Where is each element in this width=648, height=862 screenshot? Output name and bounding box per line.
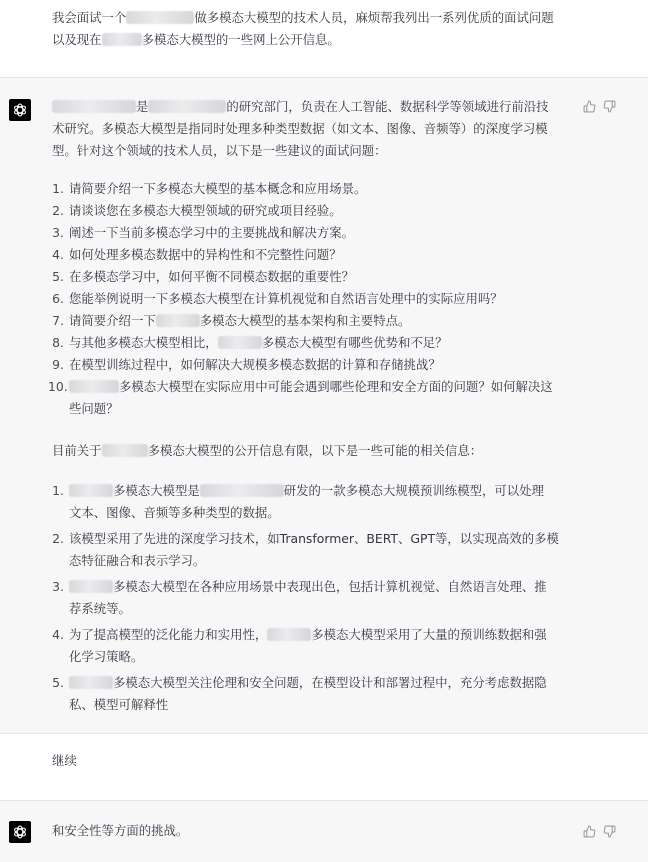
redacted-text	[156, 314, 200, 327]
redacted-text	[102, 444, 148, 457]
list-number: 10.	[48, 379, 68, 394]
redacted-text	[69, 484, 113, 497]
list-number: 5.	[52, 675, 64, 690]
public-info-intro	[52, 440, 587, 462]
list-item	[48, 528, 588, 572]
assistant-avatar	[9, 99, 31, 121]
user-text-segment: 以及现在	[52, 32, 102, 47]
list-number: 2.	[52, 531, 64, 546]
list-item-text: 请谈谈您在多模态大模型领域的研究或项目经验。	[69, 203, 342, 218]
list-item	[48, 576, 588, 620]
user-message-2	[0, 734, 648, 800]
redacted-text	[52, 100, 136, 113]
list-item-text: 该模型采用了先进的深度学习技术，如Transformer、BERT、GPT等，以实现高效的多模	[69, 531, 559, 546]
interview-questions-list	[48, 178, 588, 420]
list-item-text: 些问题？	[69, 401, 119, 416]
list-item-text: 多模态大模型是	[113, 483, 200, 498]
intro-text-segment: 的研究部门，负责在人工智能、数据科学等领域进行前沿技	[226, 99, 549, 114]
list-item-text: 多模态大模型的基本架构和主要特点。	[199, 313, 411, 328]
openai-logo-icon	[12, 102, 28, 118]
user-message-1	[0, 0, 648, 77]
user-text-segment: 我会面试一个	[52, 10, 127, 25]
list-item-text: 在多模态学习中，如何平衡不同模态数据的重要性？	[69, 269, 354, 284]
list-item-text: 请简要介绍一下多模态大模型的基本概念和应用场景。	[69, 181, 367, 196]
redacted-text	[267, 628, 311, 641]
user-text-segment: 做多模态大模型的技术人员，麻烦帮我列出一系列优质的面试问题	[194, 10, 554, 25]
list-item-text: 阐述一下当前多模态学习中的主要挑战和解决方案。	[69, 225, 354, 240]
list-item-text: 研发的一款多模态大规模预训练模型，可以处理	[283, 483, 544, 498]
thumbs-down-icon[interactable]	[603, 100, 616, 113]
list-item	[48, 222, 588, 244]
list-item-text: 多模态大模型在实际应用中可能会遇到哪些伦理和安全方面的问题？如何解决这	[119, 379, 553, 394]
intro-text-line: 术研究。多模态大模型是指同时处理多种类型数据（如文本、图像、音频等）的深度学习模	[52, 121, 548, 136]
openai-logo-icon	[12, 824, 28, 840]
list-number: 3.	[52, 225, 64, 240]
list-item-text: 在模型训练过程中，如何解决大规模多模态数据的计算和存储挑战？	[69, 357, 441, 372]
redacted-text	[148, 100, 226, 113]
list-number: 7.	[52, 313, 64, 328]
thumbs-down-icon[interactable]	[603, 825, 616, 838]
assistant-message-2	[0, 801, 648, 862]
list-number: 6.	[52, 291, 64, 306]
list-item	[48, 480, 588, 524]
feedback-buttons-1	[583, 100, 616, 113]
list-item-text: 多模态大模型有哪些优势和不足？	[261, 335, 448, 350]
redacted-text	[200, 484, 284, 497]
list-item-text: 如何处理多模态数据中的异构性和不完整性问题？	[69, 247, 342, 262]
list-number: 3.	[52, 579, 64, 594]
list-number: 8.	[52, 335, 64, 350]
list-item	[48, 332, 588, 354]
list-item-text: 荐系统等。	[69, 601, 131, 616]
list-item	[48, 244, 588, 266]
user-text-segment: 多模态大模型的一些网上公开信息。	[141, 32, 340, 47]
list-item	[48, 178, 588, 200]
list-item	[48, 354, 588, 376]
list-item	[48, 266, 588, 288]
list-item	[48, 672, 588, 716]
list-number: 5.	[52, 269, 64, 284]
list-item	[48, 200, 588, 222]
list-item-text: 态特征融合和表示学习。	[69, 553, 206, 568]
redacted-text	[69, 676, 113, 689]
assistant-message-2-text: 和安全性等方面的挑战。	[52, 823, 189, 838]
redacted-text	[69, 380, 119, 393]
list-item-text: 多模态大模型关注伦理和安全问题，在模型设计和部署过程中，充分考虑数据隐	[113, 675, 547, 690]
list-number: 4.	[52, 627, 64, 642]
info-intro-segment: 目前关于	[52, 443, 102, 458]
list-item	[48, 310, 588, 332]
list-item-text: 为了提高模型的泛化能力和实用性，	[69, 627, 268, 642]
list-item	[48, 288, 588, 310]
assistant-message-1	[0, 78, 648, 733]
user-message-2-text: 继续	[52, 753, 77, 768]
list-item	[48, 376, 588, 420]
list-item-text: 与其他多模态大模型相比，	[69, 335, 218, 350]
feedback-buttons-2	[583, 825, 616, 838]
thumbs-up-icon[interactable]	[583, 825, 596, 838]
info-intro-segment: 多模态大模型的公开信息有限，以下是一些可能的相关信息：	[147, 443, 483, 458]
list-item-text: 私、模型可解释性	[69, 697, 169, 712]
redacted-text	[69, 580, 113, 593]
list-number: 9.	[52, 357, 64, 372]
redacted-text	[126, 11, 194, 24]
list-number: 2.	[52, 203, 64, 218]
list-number: 4.	[52, 247, 64, 262]
redacted-text	[218, 336, 262, 349]
list-item-text: 文本、图像、音频等多种类型的数据。	[69, 505, 280, 520]
list-number: 1.	[52, 483, 64, 498]
list-item	[48, 624, 588, 668]
intro-text-line: 型。针对这个领域的技术人员，以下是一些建议的面试问题：	[52, 143, 387, 158]
assistant-avatar	[9, 821, 31, 843]
public-info-list	[48, 480, 588, 716]
list-item-text: 您能举例说明一下多模态大模型在计算机视觉和自然语言处理中的实际应用吗？	[69, 291, 503, 306]
list-item-text: 多模态大模型采用了大量的预训练数据和强	[311, 627, 547, 642]
assistant-intro-paragraph	[52, 96, 587, 162]
list-number: 1.	[52, 181, 64, 196]
list-item-text: 多模态大模型在各种应用场景中表现出色，包括计算机视觉、自然语言处理、推	[113, 579, 547, 594]
redacted-text	[102, 33, 142, 46]
intro-text-segment: 是	[136, 99, 149, 114]
list-item-text: 请简要介绍一下	[69, 313, 156, 328]
list-item-text: 化学习策略。	[69, 649, 144, 664]
user-message-1-text	[52, 7, 592, 51]
